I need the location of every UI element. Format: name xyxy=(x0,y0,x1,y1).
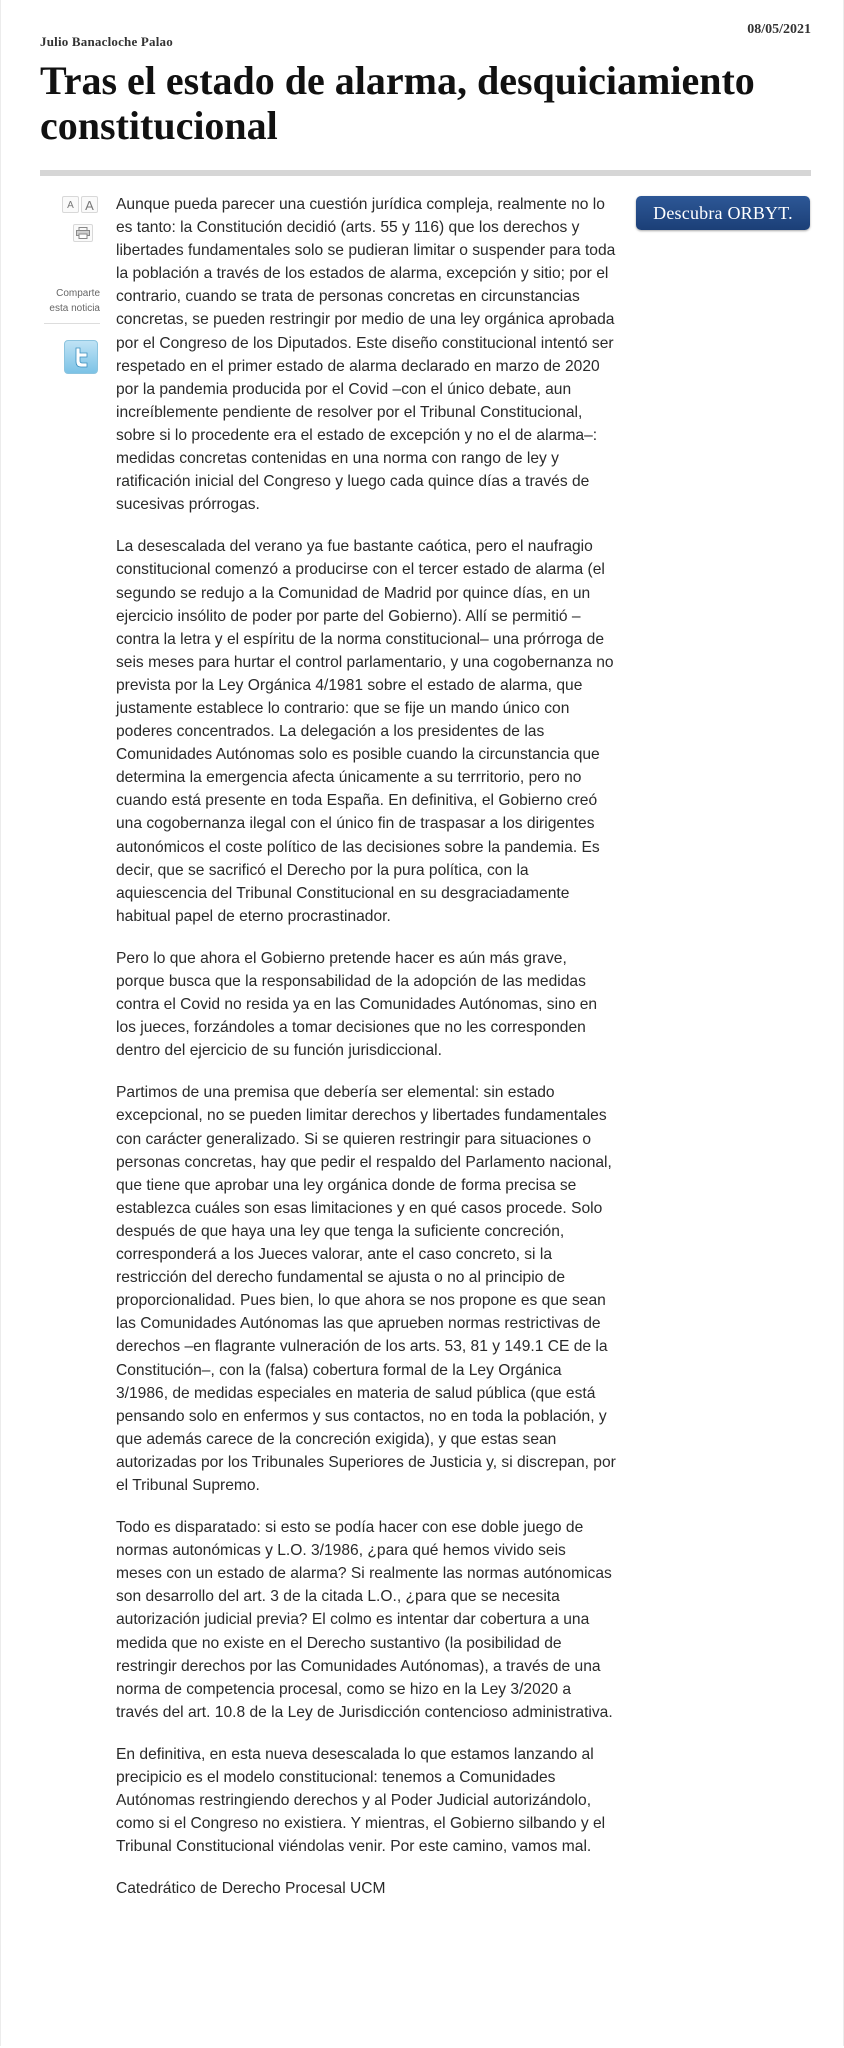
article-paragraph: En definitiva, en esta nueva desescalada lo que estamos lanzando al precipicio es el modelo constitucional: tenemos a Comunidades Autónomas restringiendo derechos y al Poder Judicial autorizándolo, como si el Congreso no existiera. Y mientras, el Gobierno silbando y el Tribunal Constitucional viéndolas venir. Por este camino, vamos mal. xyxy=(116,1745,606,1856)
decrease-font-button[interactable]: A xyxy=(62,196,79,213)
font-size-controls xyxy=(58,196,98,214)
increase-font-button[interactable]: A xyxy=(81,196,98,213)
share-divider xyxy=(44,323,100,324)
article-paragraph: Pero lo que ahora el Gobierno pretende hacer es aún más grave, porque busca que la responsabilidad de la adopción de las medidas contra el Covid no resida ya en las Comunidades Autónomas, sino en los jueces, forzándoles a tomar decisiones que no les corresponden dentro del ejercicio de su función jurisdiccional. xyxy=(116,949,598,1060)
article-body xyxy=(116,193,616,1900)
orbyt-promo-button[interactable]: Descubra ORBYT. xyxy=(636,196,810,230)
share-label-line1: Comparte xyxy=(56,288,100,299)
share-label-line2: esta noticia xyxy=(49,303,100,314)
article-headline: Tras el estado de alarma, desquiciamiento constitucional xyxy=(40,58,755,148)
author-signature: Catedrático de Derecho Procesal UCM xyxy=(116,1880,386,1898)
headline-divider xyxy=(40,170,811,176)
article-paragraph: Aunque pueda parecer una cuestión jurídica compleja, realmente no lo es tanto: la Constitución decidió (arts. 55 y 116) que los derechos y libertades fundamentales solo se pudieran limitar o suspender para toda la población a través de los estados de alarma, excepción y sitio; por el contrario, cuando se trata de personas concretas en circunstancias concretas, se pueden restringir por medio de una ley orgánica aprobada por el Congreso de los Diputados. Este diseño constitucional intentó ser respetado en el primer estado de alarma declarado en marzo de 2020 por la pandemia producida por el Covid –con el único debate, aun increíblemente pendiente de resolver por el Tribunal Constitucional, sobre si lo procedente era el estado de excepción y no el de alarma–: medidas concretas contenidas en una norma con rango de ley y ratificación inicial del Congreso y luego cada quince días a través de sucesivas prórrogas. xyxy=(116,196,616,514)
article-paragraph: Partimos de una premisa que debería ser elemental: sin estado excepcional, no se pueden limitar derechos y libertades fundamentales con carácter generalizado. Si se quieren restringir para situaciones o personas concretas, hay que pedir el respaldo del Parlamento nacional, que tiene que aprobar una ley orgánica donde de forma precisa se establezca cuáles son esas limitaciones y en qué casos procede. Solo después de que haya una ley que tenga la suficiente concreción, corresponderá a los Jueces valorar, ante el caso concreto, si la restricción del derecho fundamental se ajusta o no al principio de proporcionalidad. Pues bien, lo que ahora se nos propone es que sean las Comunidades Autónomas las que aprueben normas restrictivas de derechos –en flagrante vulneración de los arts. 53, 81 y 149.1 CE de la Constitución–, con la (falsa) cobertura formal de la Ley Orgánica 3/1986, de medidas especiales en materia de salud pública (que está pensando solo en enfermos y sus contactos, no en toda la población, y que además carece de la concreción exigida), y que estas sean autorizadas por los Tribunales Superiores de Justicia y, si discrepan, por el Tribunal Supremo. xyxy=(116,1084,616,1494)
twitter-share-button[interactable] xyxy=(64,340,98,374)
article-paragraph: La desescalada del verano ya fue bastante caótica, pero el naufragio constitucional comenzó a producirse con el tercer estado de alarma (el segundo se redujo a la Comunidad de Madrid por quince días, en un ejercicio insólito de poder por parte del Gobierno). Allí se permitió –contra la letra y el espíritu de la norma constitucional– una prórroga de seis meses para hurtar el control parlamentario, y una cogobernanza no prevista por la Ley Orgánica 4/1981 sobre el estado de alarma, que justamente establece lo contrario: que se fije un mando único con poderes concentrados. La delegación a los presidentes de las Comunidades Autónomas solo es posible cuando la circunstancia que determina la emergencia afecta únicamente a su terrritorio, pero no cuando está presente en toda España. En definitiva, el Gobierno creó una cogobernanza ilegal con el único fin de traspasar a los dirigentes autonómicos el coste político de las decisiones sobre la pandemia. Es decir, que se sacrificó el Derecho por la pura política, con la aquiescencia del Tribunal Constitucional en su desgraciadamente habitual papel de eterno procrastinador. xyxy=(116,538,614,925)
printer-icon xyxy=(74,227,92,239)
article-paragraph: Todo es disparatado: si esto se podía hacer con ese doble juego de normas autonómicas y L.O. 3/1986, ¿para qué hemos vivido seis meses con un estado de alarma? Si realmente las normas autónomicas son desarrollo del art. 3 de la citada L.O., ¿para que se necesita autorización judicial previa? El colmo es intentar dar cobertura a una medida que no existe en el Derecho sustantivo (la posibilidad de restringir derechos por las Comunidades Autónomas), a través de una norma de competencia procesal, como se hizo en la Ley 3/2020 a través del art. 10.8 de la Ley de Jurisdicción contencioso administrativa. xyxy=(116,1519,613,1721)
share-label xyxy=(40,286,100,316)
publication-date: 08/05/2021 xyxy=(747,22,811,37)
twitter-icon xyxy=(65,346,97,368)
print-button[interactable] xyxy=(73,224,93,242)
author-name: Julio Banacloche Palao xyxy=(40,34,173,49)
